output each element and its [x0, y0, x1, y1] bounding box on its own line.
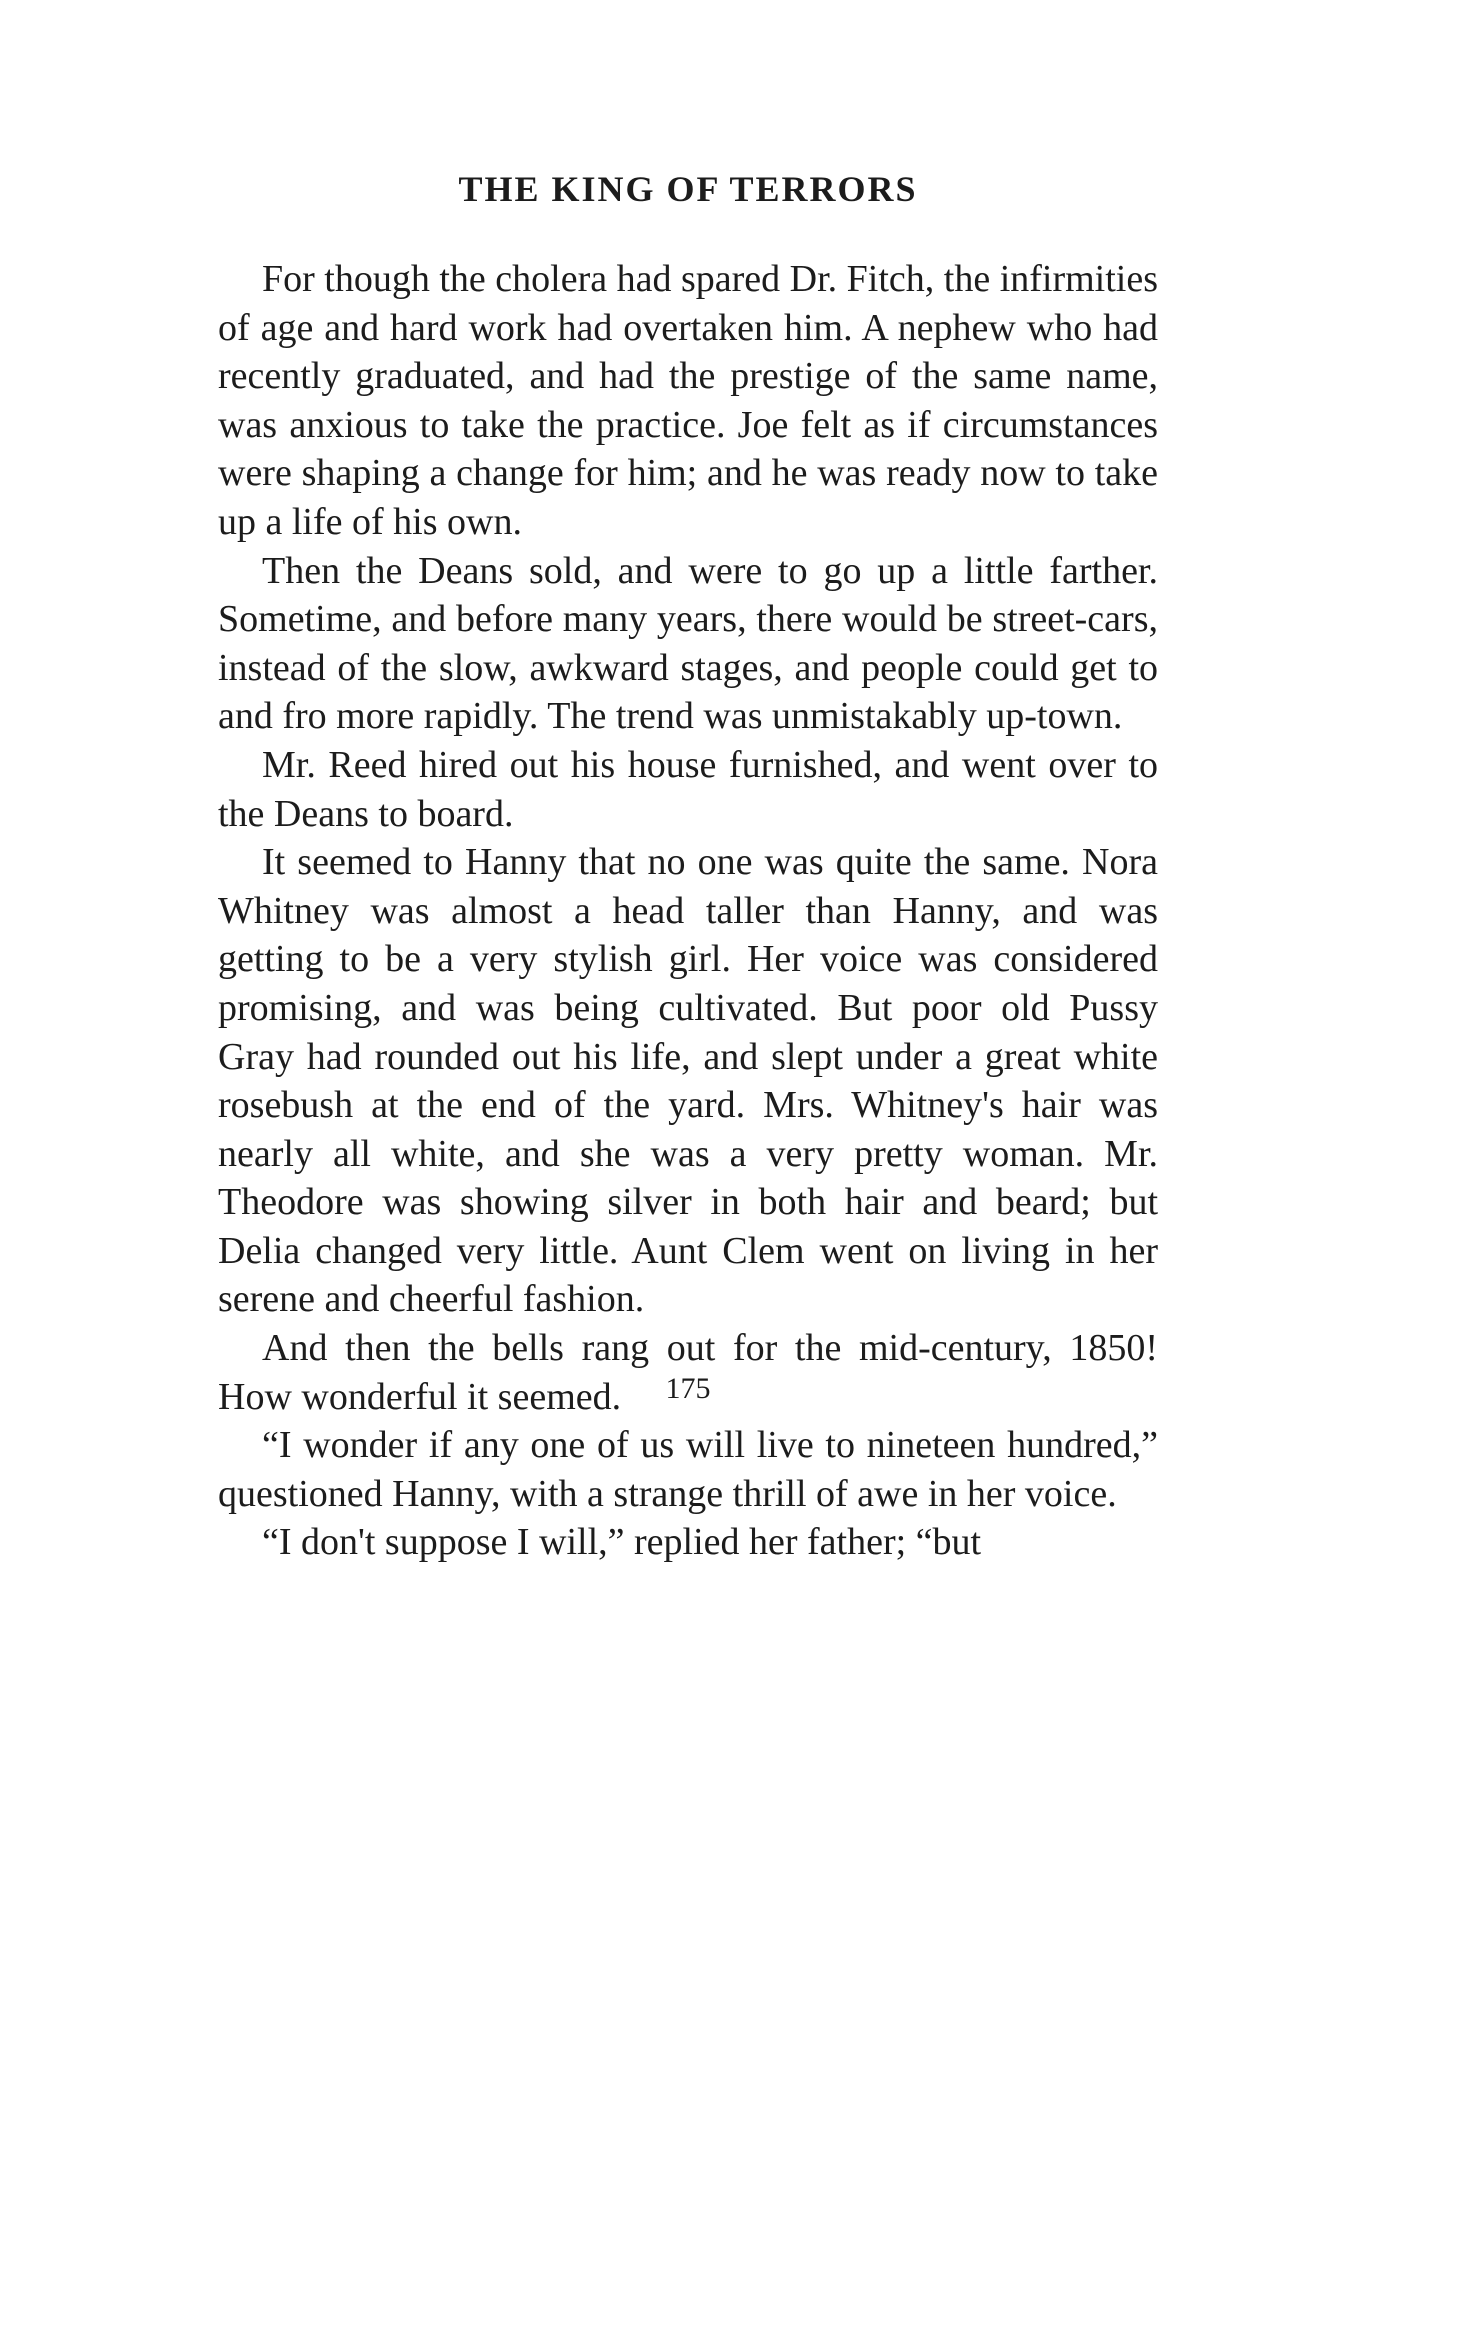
paragraph: “I don't suppose I will,” replied her father; “but: [262, 1521, 982, 1564]
paragraph: For though the cholera had spared Dr. Fitch, the infirmities of age and hard work had overtaken him. A nephew who had recently graduated, and had the prestige of the same name, was anxious to take the practice. Joe felt as if circumstances were shaping a change for him; and he was ready now to take up a life of his own.: [218, 258, 1158, 543]
paragraph: It seemed to Hanny that no one was quite the same. Nora Whitney was almost a head taller than Hanny, and was getting to be a very stylish girl. Her voice was considered promising, and was being cultivated. But poor old Pussy Gray had rounded out his life, and slept under a great white rosebush at the end of the yard. Mrs. Whitney's hair was nearly all white, and she was a very pretty woman. Mr. Theodore was showing silver in both hair and beard; but Delia changed very little. Aunt Clem went on living in her serene and cheerful fashion.: [218, 841, 1158, 1321]
paragraph: And then the bells rang out for the mid-century, 1850! How wonderful it seemed.: [218, 1327, 1158, 1418]
page-number: 175: [665, 1372, 711, 1405]
running-head: THE KING OF TERRORS: [458, 169, 918, 209]
paragraph: Mr. Reed hired out his house furnished, and went over to the Deans to board.: [218, 743, 1158, 835]
body-text: [218, 255, 1158, 1567]
paragraph: “I wonder if any one of us will live to nineteen hundred,” questioned Hanny, with a strange thrill of awe in her voice.: [218, 1424, 1158, 1515]
paragraph: Then the Deans sold, and were to go up a little farther. Sometime, and before many years, there would be street-cars, instead of the slow, awkward stages, and people could get to and fro more rapidly. The trend was unmistakably up-town.: [218, 549, 1158, 738]
